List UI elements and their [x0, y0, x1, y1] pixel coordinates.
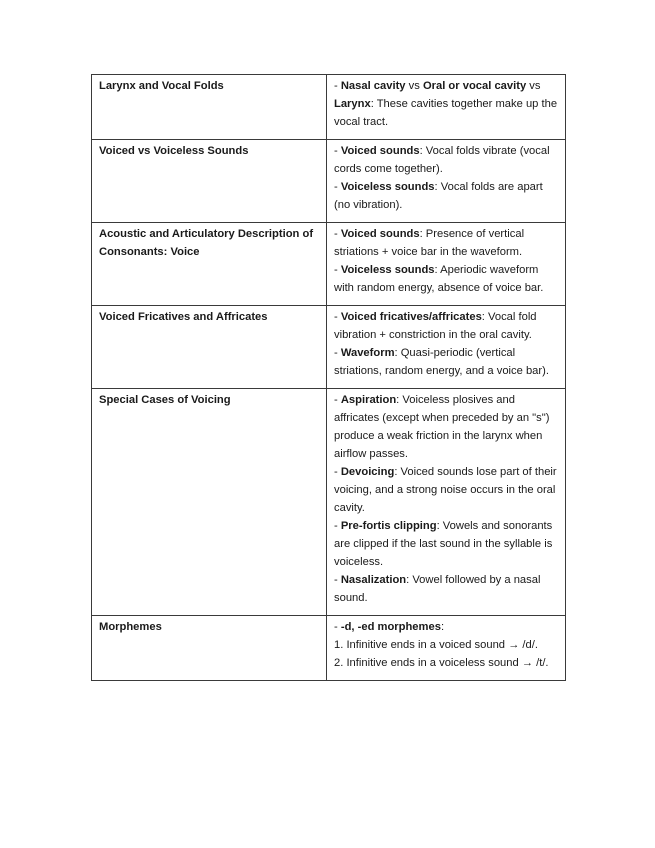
detail-line: [334, 654, 558, 672]
detail-text: vs: [526, 80, 541, 92]
detail-text: -: [334, 264, 341, 276]
detail-text: 1. Infinitive ends in a voiced sound → /d/.: [334, 639, 538, 651]
detail-text: -: [334, 520, 341, 532]
detail-text: : Presence of vertical striations + voice bar in the waveform.: [334, 228, 525, 258]
detail-line: [334, 178, 558, 214]
detail-cell: [327, 75, 566, 140]
topic-cell: Acoustic and Articulatory Description of Consonants: Voice: [92, 223, 327, 306]
table-row: [92, 616, 566, 681]
term-bold: Voiceless sounds: [340, 264, 435, 276]
detail-text: : Vocal folds vibrate (vocal cords come together).: [334, 145, 550, 175]
detail-text: -: [334, 80, 341, 92]
term-bold: Waveform: [340, 347, 395, 359]
detail-text: : Voiceless plosives and affricates (except when preceded by an "s") produce a weak friction in the larynx when airflow passes.: [334, 394, 550, 460]
table-row: [92, 75, 566, 140]
term-bold: -d, -ed morphemes: [340, 621, 441, 633]
detail-text: : Vowel followed by a nasal sound.: [334, 574, 541, 604]
notes-table: [91, 74, 566, 681]
table-row: [92, 223, 566, 306]
detail-cell: [327, 223, 566, 306]
detail-text: -: [334, 145, 341, 157]
table-row: [92, 389, 566, 616]
detail-text: 2. Infinitive ends in a voiceless sound → /t/.: [334, 657, 549, 669]
detail-line: [334, 636, 558, 654]
detail-line: [334, 142, 558, 178]
detail-text: -: [334, 347, 341, 359]
detail-text: -: [334, 466, 341, 478]
term-bold: Oral or vocal cavity: [422, 80, 527, 92]
detail-text: : Vocal fold vibration + constriction in the oral cavity.: [334, 311, 537, 341]
term-bold: Voiceless sounds: [340, 181, 435, 193]
detail-cell: [327, 616, 566, 681]
topic-cell: Morphemes: [92, 616, 327, 681]
table-row: [92, 306, 566, 389]
detail-text: -: [334, 394, 341, 406]
detail-line: [334, 225, 558, 261]
term-bold: Aspiration: [340, 394, 397, 406]
detail-line: [334, 391, 558, 463]
detail-text: :: [440, 621, 445, 633]
detail-line: [334, 463, 558, 517]
detail-text: -: [334, 311, 341, 323]
topic-cell: Voiced vs Voiceless Sounds: [92, 140, 327, 223]
detail-text: -: [334, 228, 341, 240]
detail-cell: [327, 389, 566, 616]
detail-text: -: [334, 181, 341, 193]
detail-text: : Aperiodic waveform with random energy, absence of voice bar.: [334, 264, 544, 294]
topic-cell: Voiced Fricatives and Affricates: [92, 306, 327, 389]
detail-text: vs: [405, 80, 423, 92]
detail-text: -: [334, 621, 341, 633]
detail-text: : Vowels and sonorants are clipped if the last sound in the syllable is voiceless.: [334, 520, 553, 568]
detail-line: [334, 308, 558, 344]
topic-cell: Special Cases of Voicing: [92, 389, 327, 616]
term-bold: Larynx: [334, 98, 371, 110]
detail-line: [334, 77, 558, 131]
detail-cell: [327, 140, 566, 223]
term-bold: Devoicing: [340, 466, 395, 478]
detail-text: -: [334, 574, 341, 586]
detail-text: : Voiced sounds lose part of their voicing, and a strong noise occurs in the oral cavity.: [334, 466, 557, 514]
detail-text: : These cavities together make up the vocal tract.: [334, 98, 558, 128]
detail-line: [334, 571, 558, 607]
detail-cell: [327, 306, 566, 389]
detail-line: [334, 261, 558, 297]
term-bold: Nasalization: [340, 574, 407, 586]
notes-table-body: [92, 75, 566, 681]
detail-line: [334, 517, 558, 571]
term-bold: Voiced sounds: [340, 228, 420, 240]
term-bold: Pre-fortis clipping: [340, 520, 437, 532]
detail-line: [334, 618, 558, 636]
term-bold: Voiced fricatives/affricates: [340, 311, 482, 323]
table-row: [92, 140, 566, 223]
term-bold: Voiced sounds: [340, 145, 420, 157]
topic-cell: Larynx and Vocal Folds: [92, 75, 327, 140]
detail-text: : Vocal folds are apart (no vibration).: [334, 181, 543, 211]
detail-text: : Quasi-periodic (vertical striations, random energy, and a voice bar).: [334, 347, 549, 377]
term-bold: Nasal cavity: [340, 80, 406, 92]
detail-line: [334, 344, 558, 380]
